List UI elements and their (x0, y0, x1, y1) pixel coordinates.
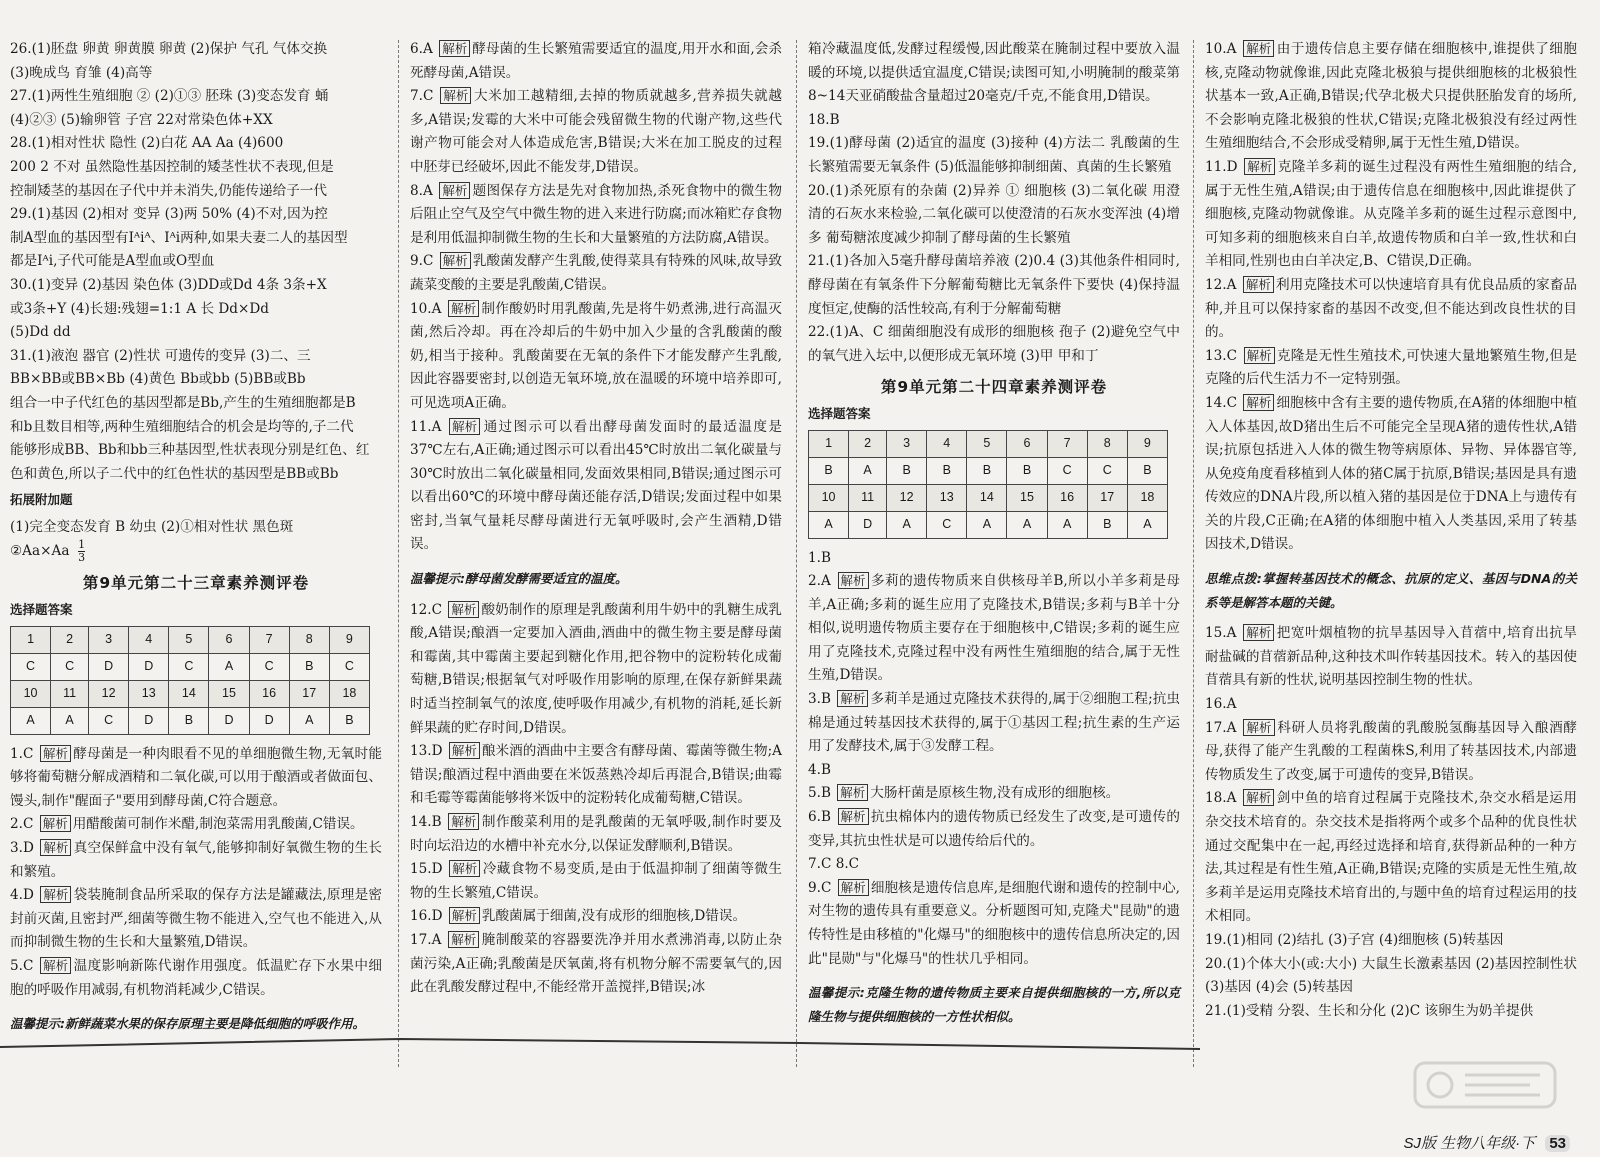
page-footer (1403, 1132, 1570, 1153)
explanation-item: 14.C 解析 细胞核中含有主要的遗传物质,在A猪的体细胞中植入人体基因,故D猪出生后不可能完全呈现A猪的遗传性状,A错误;抗原包括进入人体的微生物等病原体、异物、异体器官等,从免疫角度看移植到人体的猪C属于抗原,B错误;基因是具有遗传效应的DNA片段,所以植入猪的基因是位于DNA上与遗传有关的片段,C正确;在A猪的体细胞中植入人类基因,采用了转基因技术,D错误。 (1205, 394, 1577, 553)
fraction-numerator: 1 (78, 538, 86, 552)
analysis-tag: 解析 (1243, 40, 1274, 57)
answer-line: 色和黄色,所以子二代中的红色性状的基因型是BB或Bb (10, 465, 339, 482)
table-cell: C (249, 653, 289, 680)
answer-line: 控制矮茎的基因在子代中并未消失,仍能传递给子一代 (10, 182, 327, 199)
table-cell: 8 (1087, 430, 1127, 457)
table-cell: 18 (329, 680, 369, 707)
explanation-item: 15.D 解析 冷藏食物不易变质,是由于低温抑制了细菌等微生物的生长繁殖,C错误。 (410, 861, 782, 901)
analysis-tag: 解析 (449, 907, 480, 924)
table-cell: B (289, 653, 329, 680)
table-cell: B (1127, 457, 1167, 484)
table-cell: 4 (927, 430, 967, 457)
explanation-item: 19.(1)相同 (2)结扎 (3)子宫 (4)细胞核 (5)转基因 (1205, 931, 1504, 948)
tip-text: 掌握转基因技术的概念、抗原的定义、基因与DNA的关系等是解答本题的关键。 (1205, 571, 1577, 610)
analysis-tag: 解析 (838, 808, 869, 825)
analysis-tag: 解析 (439, 182, 470, 199)
warm-tip-1 (10, 1012, 382, 1036)
table-cell: C (329, 653, 369, 680)
tip-label: 温馨提示: (410, 571, 465, 587)
answer-table-23 (10, 626, 370, 735)
analysis-tag: 解析 (838, 572, 869, 589)
explanation-item: 20.(1)个体大小(或:大小) 大鼠生长激素基因 (2)基因控制性状 (3)基因 (4)会 (5)转基因 (1205, 955, 1577, 996)
analysis-tag: 解析 (1243, 276, 1274, 293)
answer-label-23: 选择题答案 (10, 602, 73, 618)
tip-text: 酵母菌发酵需要适宜的温度。 (465, 571, 628, 587)
explanation-item: 16.A (1205, 696, 1237, 713)
tip-label: 思维点拨: (1205, 571, 1262, 587)
explanation-item: 9.C 解析 乳酸菌发酵产生乳酸,使得菜具有特殊的风味,故导致蔬菜变酸的主要是乳酸菌,C错误。 (410, 253, 782, 293)
thinking-tip (1205, 567, 1577, 614)
table-cell: 16 (249, 680, 289, 707)
analysis-tag: 解析 (440, 252, 471, 269)
explanation-item: 1.C 解析 酵母菌是一种肉眼看不见的单细胞微生物,无氧时能够将葡萄糖分解成酒精和二氧化碳,可以用于酿酒或者做面包、馒头,制作"醒面子"要用到酵母菌,C符合题意。 (10, 745, 382, 809)
answer-line: 组合一中子代红色的基因型都是Bb,产生的生殖细胞都是B (10, 394, 356, 411)
explanation-item: 17.A 解析 科研人员将乳酸菌的乳酸脱氢酶基因导入酿酒酵母,获得了能产生乳酸的工程菌株S,利用了转基因技术,内部遗传物质发生了改变,属于可遗传的变异,B错误。 (1205, 719, 1578, 783)
table-cell: D (129, 653, 169, 680)
explanation-item: 7.C 解析 大米加工越精细,去掉的物质就越多,营养损失就越多,A错误;发霉的大米中可能会残留微生物的代谢产物,这些代谢产物可能会对人体造成危害,B错误;大米在加工脱皮的过程中胚芽已经破坏,因此不能发芽,D错误。 (410, 88, 782, 175)
answer-line: 27.(1)两性生殖细胞 ② (2)①③ 胚珠 (3)变态发育 蛹 (10, 88, 329, 105)
table-cell: 10 (11, 680, 51, 707)
scan-edge-line (0, 1035, 1200, 1055)
table-cell: B (809, 457, 849, 484)
analysis-tag: 解析 (448, 601, 479, 618)
answer-line: 或3条+Y (4)长翅:残翅=1:1 A 长 Dd×Dd (10, 300, 269, 317)
table-cell: 10 (809, 484, 849, 511)
table-cell: D (249, 707, 289, 734)
page-number: 53 (1545, 1135, 1570, 1152)
tip-label: 温馨提示: (808, 985, 865, 1001)
analysis-tag: 解析 (40, 815, 71, 832)
table-cell: 7 (249, 626, 289, 653)
explanation-item: 4.B (808, 761, 831, 778)
explanation-item: 6.B 解析 抗虫棉体内的遗传物质已经发生了改变,是可遗传的变异,其抗虫性状是可以遗传给后代的。 (808, 809, 1180, 849)
table-cell: 5 (169, 626, 209, 653)
table-cell: 6 (1007, 430, 1047, 457)
table-cell: 1 (809, 430, 849, 457)
explanation-item: 11.D 解析 克隆羊多莉的诞生过程没有两性生殖细胞的结合,属于无性生殖,A错误;由于遗传信息在细胞核中,因此谁提供了细胞核,克隆动物就像谁。从克隆羊多莉的诞生过程示意图中,可知多莉的细胞核来自白羊,故遗传物质和白羊一致,性状和白羊相同,性别也由白羊决定,B、C错误,D正确。 (1205, 158, 1577, 270)
table-cell: 7 (1047, 430, 1087, 457)
answer-line: 26.(1)胚盘 卵黄 卵黄膜 卵黄 (2)保护 气孔 气体交换 (10, 41, 328, 57)
analysis-tag: 解析 (838, 879, 869, 896)
answer-line: 200 2 不对 虽然隐性基因控制的矮茎性状不表现,但是 (10, 158, 334, 175)
answer-line: 18.B (808, 111, 840, 128)
column-2 (410, 38, 782, 1000)
analysis-tag: 解析 (1243, 624, 1274, 641)
table-cell: B (1007, 457, 1047, 484)
explanation-item: 1.B (808, 549, 831, 566)
explanation-item: 21.(1)受精 分裂、生长和分化 (2)C 该卵生为奶羊提供 (1205, 1002, 1534, 1019)
table-cell: 11 (51, 680, 89, 707)
answer-line: 都是Iᴬi,子代可能是A型血或O型血 (10, 253, 215, 270)
answer-line: 制A型血的基因型有Iᴬiᴬ、Iᴬi两种,如果夫妻二人的基因型 (10, 229, 348, 246)
col1-answers (10, 38, 382, 486)
col3-explanations (808, 547, 1180, 972)
analysis-tag: 解析 (40, 839, 71, 856)
extend-answers (10, 516, 382, 540)
section-title-23: 第9单元第二十三章素养测评卷 (82, 574, 310, 593)
table-cell: A (289, 707, 329, 734)
answer-line: 20.(1)杀死原有的杂菌 (2)异养 ① 细胞核 (3)二氧化碳 用澄清的石灰水来检验,二氧化碳可以使澄清的石灰水变浑浊 (4)增多 葡萄糖浓度减少抑制了酵母菌的生长繁殖 (808, 182, 1180, 246)
table-cell: B (1087, 511, 1127, 538)
answer-line: 21.(1)各加入5毫升酵母菌培养液 (2)0.4 (3)其他条件相同时,酵母菌在有氧条件下分解葡萄糖比无氧条件下要快 (4)保持温度恒定,使酶的活性较高,有利于分解葡萄糖 (808, 253, 1180, 317)
table-cell: A (1047, 511, 1087, 538)
col1-explanations (10, 743, 382, 1003)
extend-line: (1)完全变态发育 B 幼虫 (2)①相对性状 黑色斑 (10, 518, 294, 535)
explanation-item: 6.A 解析 酵母菌的生长繁殖需要适宜的温度,用开水和面,会杀死酵母菌,A错误。 (410, 41, 783, 81)
explanation-item: 5.B 解析 大肠杆菌是原核生物,没有成形的细胞核。 (808, 785, 1120, 802)
question-number-row (11, 626, 370, 653)
analysis-tag: 解析 (1244, 158, 1275, 175)
table-cell: 12 (89, 680, 129, 707)
extend-formula-line (10, 539, 382, 564)
table-cell: 15 (1007, 484, 1047, 511)
analysis-tag: 解析 (449, 418, 480, 435)
answer-line: 能够形成BB、Bb和bb三种基因型,性状表现分别是红色、红 (10, 442, 370, 459)
table-cell: D (209, 707, 249, 734)
table-cell: 9 (329, 626, 369, 653)
analysis-tag: 解析 (448, 300, 479, 317)
table-cell: 14 (169, 680, 209, 707)
table-cell: C (1047, 457, 1087, 484)
explanation-item: 10.A 解析 由于遗传信息主要存储在细胞核中,谁提供了细胞核,克隆动物就像谁,因此克隆北极狼与提供细胞核的北极狼性状基本一致,A正确,B错误;代孕北极犬只提供胚胎发育的场所,不会影响克隆北极狼的性状,C错误;克隆北极狼没有经过两性生殖细胞结合,不会形成受精卵,属于无性生殖,D错误。 (1205, 41, 1577, 152)
edition-label: SJ版 (1403, 1135, 1436, 1152)
table-cell: D (129, 707, 169, 734)
table-cell: A (967, 511, 1007, 538)
explanation-item: 16.D 解析 乳酸菌属于细菌,没有成形的细胞核,D错误。 (410, 908, 747, 925)
column-divider (796, 40, 797, 1067)
table-cell: A (1127, 511, 1167, 538)
analysis-tag: 解析 (837, 690, 868, 707)
table-cell: 18 (1127, 484, 1167, 511)
analysis-tag: 解析 (448, 813, 479, 830)
answer-table-24 (808, 430, 1168, 539)
answer-line: 30.(1)变异 (2)基因 染色体 (3)DD或Dd 4条 3条+X (10, 276, 327, 293)
analysis-tag: 解析 (40, 886, 71, 903)
col4-explanations-cont (1205, 622, 1577, 1023)
explanation-item: 12.C 解析 酸奶制作的原理是乳酸菌利用牛奶中的乳糖生成乳酸,A错误;酿酒一定要加入酒曲,酒曲中的微生物主要是酵母菌和霉菌,其中霉菌主要起到糖化作用,把谷物中的淀粉转化成葡萄糖,B错误;根据氧气对呼吸作用影响的原理,在保存新鲜果蔬时适当控制氧气的浓度,使呼吸作用减少,有机物的消耗,延长新鲜果蔬的贮存时间,D错误。 (410, 601, 783, 736)
answer-line: 和b且数目相等,两种生殖细胞结合的机会是均等的,子二代 (10, 418, 354, 435)
table-cell: C (1087, 457, 1127, 484)
analysis-tag: 解析 (837, 784, 868, 801)
extend-title: 拓展附加题 (10, 492, 73, 508)
explanation-item: 11.A 解析 通过图示可以看出酵母菌发面时的最适温度是37℃左右,A正确;通过图示可以看出45℃时放出二氧化碳量与30℃时放出二氧化碳量相同,发面效果相同,B错误;通过图示可以看出60℃的环境中酵母菌还能存活,D错误;发面过程中如果密封,当氧气量耗尽酵母菌进行无氧呼吸时,会产生酒精,D错误。 (410, 418, 782, 553)
table-cell: 14 (967, 484, 1007, 511)
explanation-item: 13.C 解析 克隆是无性生殖技术,可快速大量地繁殖生物,但是克隆的后代生活力不一定特别强。 (1205, 347, 1578, 388)
table-cell: 17 (1087, 484, 1127, 511)
table-cell: C (927, 511, 967, 538)
column-3 (808, 38, 1180, 1036)
explanation-item: 17.A 解析 腌制酸菜的容器要洗净并用水煮沸消毒,以防止杂菌污染,A正确;乳酸菌是厌氧菌,将有机物分解不需要氧气的,因此在乳酸发酵过程中,不能经常开盖搅拌,B错误;冰 (410, 931, 782, 996)
analysis-tag: 解析 (449, 742, 480, 759)
table-cell: A (809, 511, 849, 538)
table-cell: 9 (1127, 430, 1167, 457)
analysis-tag: 解析 (439, 40, 470, 57)
watermark-logo-icon (1410, 1055, 1560, 1115)
table-cell: B (967, 457, 1007, 484)
table-cell: D (849, 511, 887, 538)
table-cell: 2 (51, 626, 89, 653)
answer-line: 29.(1)基因 (2)相对 变异 (3)两 50% (4)不对,因为控 (10, 206, 328, 223)
explanation-item: 7.C 8.C (808, 856, 860, 873)
table-cell: 15 (209, 680, 249, 707)
table-cell: A (1007, 511, 1047, 538)
explanation-item: 2.C 解析 用醋酸菌可制作米醋,制泡菜需用乳酸菌,C错误。 (10, 816, 364, 833)
explanation-item: 18.A 解析 剑中鱼的培育过程属于克隆技术,杂交水稻是运用杂交技术培育的。杂交技术是指将两个或多个品种的优良性状通过交配集中在一起,再经过选择和培育,获得新品种的一种方法,其过程是有性生殖,A正确,B错误;克隆的实质是无性生殖,故多莉羊是运用克隆技术培育出的,与题中鱼的培育过程运用的技术相同。 (1205, 790, 1577, 925)
subject-label: 生物八年级·下 (1440, 1135, 1536, 1152)
table-cell: B (169, 707, 209, 734)
analysis-tag: 解析 (448, 931, 479, 948)
tip-text: 克隆生物的遗传物质主要来自提供细胞核的一方,所以克隆生物与提供细胞核的一方性状相似。 (808, 985, 1181, 1024)
section-title-24: 第9单元第二十四章素养测评卷 (880, 378, 1108, 397)
table-cell: B (887, 457, 927, 484)
question-number-row (809, 484, 1168, 511)
analysis-tag: 解析 (440, 87, 471, 104)
table-cell: C (89, 707, 129, 734)
analysis-tag: 解析 (1244, 347, 1275, 364)
answer-line: (4)②③ (5)输卵管 子宫 22对常染色体+XX (10, 111, 273, 128)
column-divider (398, 40, 399, 1067)
table-cell: B (329, 707, 369, 734)
column-1 (10, 38, 382, 1044)
table-cell: 17 (289, 680, 329, 707)
table-cell: 16 (1047, 484, 1087, 511)
answer-row (809, 457, 1168, 484)
analysis-tag: 解析 (40, 745, 71, 762)
column-4 (1205, 38, 1577, 1023)
explanation-item: 15.A 解析 把宽叶烟植物的抗旱基因导入苜蓿中,培育出抗旱耐盐碱的苜蓿新品种,这种技术叫作转基因技术。转入的基因使苜蓿具有新的性状,说明基因控制生物的性状。 (1205, 625, 1577, 689)
explanation-item: 12.A 解析 利用克隆技术可以快速培育具有优良品质的家畜品种,并且可以保持家畜的基因不改变,但不能达到改良性状的目的。 (1205, 276, 1577, 341)
answer-line: (5)Dd dd (10, 324, 71, 341)
extend-formula: ②Aa×Aa (10, 543, 70, 560)
answer-line: 31.(1)液泡 器官 (2)性状 可遗传的变异 (3)二、三 (10, 347, 311, 364)
answer-row (11, 707, 370, 734)
fraction (78, 539, 85, 564)
table-cell: 12 (887, 484, 927, 511)
col3-answers (808, 38, 1180, 368)
analysis-tag: 解析 (449, 860, 480, 877)
explanation-item: 3.D 解析 真空保鲜盒中没有氧气,能够抑制好氧微生物的生长和繁殖。 (10, 840, 382, 880)
explanation-item: 9.C 解析 细胞核是遗传信息库,是细胞代谢和遗传的控制中心,对生物的遗传具有重要意义。分析题图可知,克隆犬"昆勋"的遗传特性是由移植的"化爆马"的细胞核中的遗传信息所决定的,因此"昆勋"与"化爆马"的性状几乎相同。 (808, 879, 1180, 967)
explanation-item: 10.A 解析 制作酸奶时用乳酸菌,先是将牛奶煮沸,进行高温灭菌,然后冷却。再在冷却后的牛奶中加入少量的含乳酸菌的酸奶,相当于接种。乳酸菌要在无氧的条件下才能发酵产生乳酸,因此容器要密封,以创造无氧环境,放在温暖的环境中培养即可,可见选项A正确。 (410, 300, 783, 411)
explanation-item: 13.D 解析 酿米酒的酒曲中主要含有酵母菌、霉菌等微生物;A错误;酿酒过程中酒曲要在米饭蒸熟冷却后再混合,B错误;曲霉和毛霉等霉菌能够将米饭中的淀粉转化成葡萄糖,C错误。 (410, 743, 782, 807)
warm-tip-2 (410, 567, 782, 591)
question-number-row (809, 430, 1168, 457)
tip-label: 温馨提示: (10, 1016, 65, 1032)
answer-line: BB×BB或BB×Bb (4)黄色 Bb或bb (5)BB或Bb (10, 371, 306, 388)
question-number-row (11, 680, 370, 707)
table-cell: 8 (289, 626, 329, 653)
table-cell: 13 (927, 484, 967, 511)
analysis-tag: 解析 (1243, 789, 1274, 806)
table-cell: 6 (209, 626, 249, 653)
explanation-item: 3.B 解析 多莉羊是通过克隆技术获得的,属于②细胞工程;抗虫棉是通过转基因技术获得的,属于①基因工程;抗生素的生产运用了发酵技术,属于③发酵工程。 (808, 691, 1181, 755)
explanation-item: 2.A 解析 多莉的遗传物质来自供核母羊B,所以小羊多莉是母羊,A正确;多莉的诞生应用了克隆技术,B错误;多莉与B羊十分相似,说明遗传物质主要存在于细胞核中,C错误;多莉的诞生应用了克隆技术,克隆过程中没有两性生殖细胞的结合,属于无性生殖,D错误。 (808, 573, 1180, 684)
table-cell: A (51, 707, 89, 734)
analysis-tag: 解析 (1243, 719, 1274, 736)
table-cell: 4 (129, 626, 169, 653)
answer-row (11, 653, 370, 680)
table-cell: 11 (849, 484, 887, 511)
answer-line: (3)晚成鸟 育雏 (4)高等 (10, 64, 153, 81)
answer-line: 19.(1)酵母菌 (2)适宜的温度 (3)接种 (4)方法二 乳酸菌的生长繁殖需要无氧条件 (5)低温能够抑制细菌、真菌的生长繁殖 (808, 135, 1180, 175)
table-cell: 2 (849, 430, 887, 457)
col2-explanations-cont (410, 599, 782, 1000)
column-divider (1193, 40, 1194, 1067)
answer-line: 22.(1)A、C 细菌细胞没有成形的细胞核 孢子 (2)避免空气中的氧气进入坛中,以便形成无氧环境 (3)甲 甲和丁 (808, 324, 1180, 364)
warm-tip-3 (808, 981, 1180, 1028)
table-cell: C (169, 653, 209, 680)
fraction-denominator: 3 (78, 551, 86, 565)
analysis-tag: 解析 (40, 957, 71, 974)
explanation-item: 4.D 解析 袋装腌制食品所采取的保存方法是罐藏法,原理是密封前灭菌,且密封严,细菌等微生物不能进入,空气也不能进入,从而抑制微生物的生长和大量繁殖,D错误。 (10, 887, 382, 951)
table-cell: C (11, 653, 51, 680)
answer-line: 28.(1)相对性状 隐性 (2)白花 AA Aa (4)600 (10, 135, 284, 152)
explanation-item: 5.C 解析 温度影响新陈代谢作用强度。低温贮存下水果中细胞的呼吸作用减弱,有机物消耗减少,C错误。 (10, 958, 382, 998)
table-cell: A (887, 511, 927, 538)
answer-line: 箱冷藏温度低,发酵过程缓慢,因此酸菜在腌制过程中要放入温暖的环境,以提供适宜温度,C错误;读图可知,小明腌制的酸菜第8~14天亚硝酸盐含量超过20毫克/千克,不能食用,D错误。 (808, 41, 1180, 105)
analysis-tag: 解析 (1243, 394, 1274, 411)
explanation-item: 14.B 解析 制作酸菜利用的是乳酸菌的无氧呼吸,制作时要及时向坛沿边的水槽中补充水分,以保证发酵顺利,B错误。 (410, 814, 782, 854)
col4-explanations (1205, 38, 1577, 557)
table-cell: D (89, 653, 129, 680)
table-cell: 5 (967, 430, 1007, 457)
answer-row (809, 511, 1168, 538)
table-cell: 3 (887, 430, 927, 457)
table-cell: C (51, 653, 89, 680)
table-cell: B (927, 457, 967, 484)
table-cell: 3 (89, 626, 129, 653)
tip-text: 新鲜蔬菜水果的保存原理主要是降低细胞的呼吸作用。 (65, 1016, 366, 1032)
answer-label-24: 选择题答案 (808, 405, 871, 421)
table-cell: 13 (129, 680, 169, 707)
explanation-item: 8.A 解析 题图保存方法是先对食物加热,杀死食物中的微生物后阻止空气及空气中微生物的进入来进行防腐;而冰箱贮存食物是利用低温抑制微生物的生长和大量繁殖的方法防腐,A错误。 (410, 182, 783, 246)
table-cell: A (209, 653, 249, 680)
table-cell: A (849, 457, 887, 484)
table-cell: A (11, 707, 51, 734)
col2-explanations (410, 38, 782, 557)
table-cell: 1 (11, 626, 51, 653)
